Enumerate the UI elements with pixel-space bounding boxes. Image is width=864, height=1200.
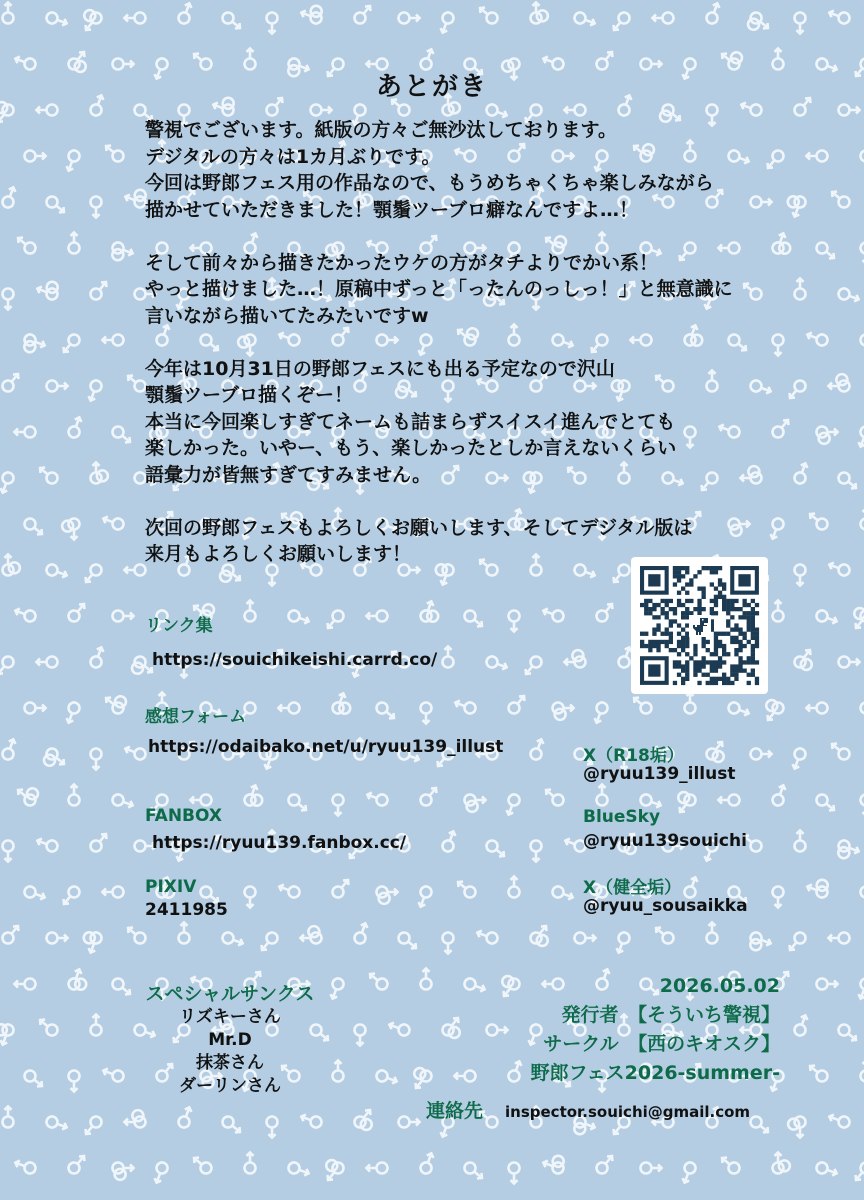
special-thanks-heading: スペシャルサンクス bbox=[145, 983, 315, 1005]
body-line: そして前々から描きたかったウケの方がタチよりでかい系！ bbox=[145, 251, 659, 274]
thanks-name: Mr.D bbox=[208, 1030, 252, 1050]
body-line: デジタルの方々は1カ月ぶりです。 bbox=[145, 145, 441, 168]
paragraph bbox=[145, 356, 825, 489]
body-line: やっと描けました…！原稿中ずっと「ったんのっしっ！」と無意識に bbox=[145, 278, 733, 300]
thanks-name: ダーリンさん bbox=[179, 1076, 281, 1096]
bluesky-handle[interactable]: @ryuu139souichi bbox=[583, 831, 747, 851]
body-line: 描かせていただきました！顎鬚ツーブロ癖なんですよ…！ bbox=[145, 198, 639, 221]
pixiv-label: PIXIV bbox=[145, 877, 197, 897]
thanks-name: リズキーさん bbox=[179, 1007, 281, 1027]
x-general-label: X（健全垢） bbox=[583, 878, 682, 898]
publish-date: 2026.05.02 bbox=[659, 975, 780, 997]
links-url[interactable]: https://souichikeishi.carrd.co/ bbox=[152, 650, 438, 670]
body-line: 次回の野郎フェスもよろしくお願いします、そしてデジタル版は bbox=[145, 516, 693, 539]
x-r18-handle[interactable]: @ryuu139_illust bbox=[583, 764, 736, 784]
body-line: 今年は10月31日の野郎フェスにも出る予定なので沢山 bbox=[145, 357, 615, 380]
contact-row bbox=[426, 1096, 750, 1123]
bluesky-label: BlueSky bbox=[583, 807, 661, 827]
body-line: 語彙力が皆無すぎてすみません。 bbox=[145, 463, 432, 486]
body-line: 今回は野郎フェス用の作品なので、もうめちゃくちゃ楽しみながら bbox=[145, 172, 714, 194]
publisher: 発行者 【そういち警視】 bbox=[561, 1004, 780, 1026]
contact-label: 連絡先 bbox=[426, 1100, 484, 1122]
circle-name: サークル 【西のキオスク】 bbox=[543, 1033, 780, 1055]
special-thanks bbox=[130, 983, 330, 1098]
dinosaur-icon bbox=[689, 615, 711, 637]
x-general-handle[interactable]: @ryuu_sousaikka bbox=[583, 896, 748, 916]
x-r18-label: X（R18垢） bbox=[583, 746, 684, 766]
body-line: 来月もよろしくお願いします！ bbox=[145, 543, 412, 565]
body-line: 顎鬚ツーブロ描くぞー！ bbox=[145, 384, 354, 406]
page-title: あとがき bbox=[375, 72, 488, 102]
contact-email[interactable]: inspector.souichi@gmail.com bbox=[505, 1103, 751, 1121]
body-line: 警視でございます。紙版の方々ご無沙汰しております。 bbox=[145, 119, 617, 141]
body-line: 楽しかった。いやー、もう、楽しかったとしか言えないくらい bbox=[145, 437, 677, 459]
links-label: リンク集 bbox=[145, 616, 213, 636]
paragraph bbox=[145, 117, 825, 223]
thanks-name: 抹茶さん bbox=[196, 1053, 264, 1073]
feedback-form-label: 感想フォーム bbox=[145, 707, 247, 727]
event-name: 野郎フェス2026-summer- bbox=[530, 1062, 780, 1084]
afterword-body bbox=[145, 117, 825, 594]
colophon bbox=[531, 972, 780, 1088]
paragraph bbox=[145, 250, 825, 330]
body-line: 本当に今回楽しすぎてネームも詰まらずスイスイ進んでとても bbox=[145, 410, 676, 433]
body-line: 言いながら描いてたみたいですw bbox=[145, 304, 429, 327]
pixiv-id[interactable]: 2411985 bbox=[145, 900, 228, 920]
fanbox-label: FANBOX bbox=[145, 806, 222, 826]
fanbox-url[interactable]: https://ryuu139.fanbox.cc/ bbox=[152, 833, 407, 853]
feedback-form-url[interactable]: https://odaibako.net/u/ryuu139_illust bbox=[148, 737, 504, 757]
qr-code[interactable] bbox=[631, 557, 768, 694]
